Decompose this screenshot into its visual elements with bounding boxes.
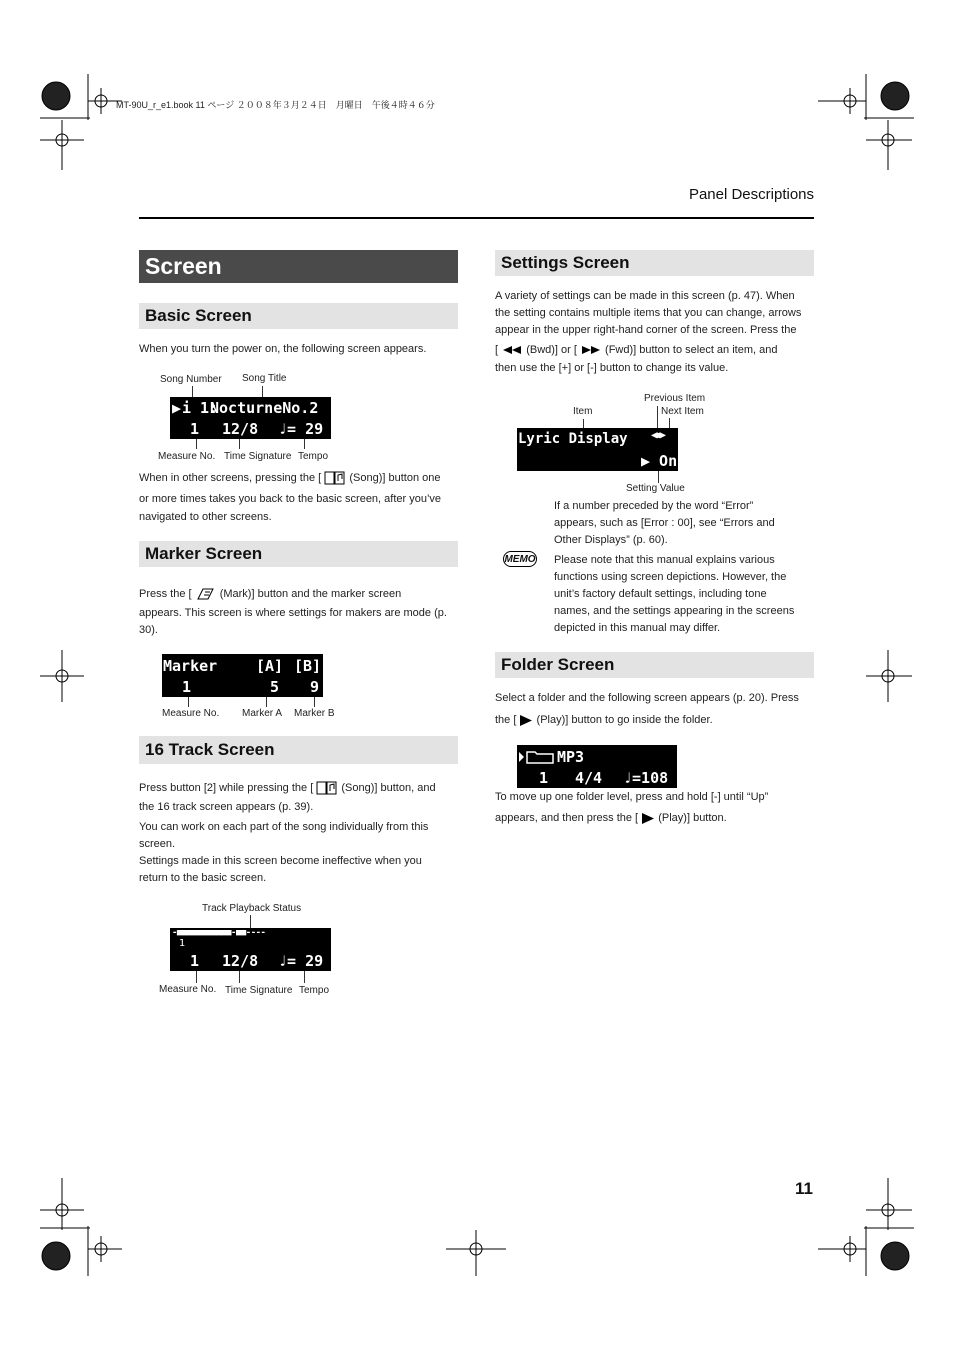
label-marker-measure: Measure No. xyxy=(162,708,220,719)
label-track-time-signature: Time Signature xyxy=(225,985,293,996)
lcd-measure: 1 xyxy=(190,420,200,438)
heading-16-track-screen: 16 Track Screen xyxy=(139,736,458,764)
lcd-track-time-signature: 12/8 xyxy=(222,952,259,970)
label-marker-b: Marker B xyxy=(294,708,335,719)
lcd-marker-title: Marker xyxy=(163,657,218,675)
label-track-measure: Measure No. xyxy=(159,984,217,995)
lcd-marker-measure: 1 xyxy=(182,678,192,696)
lcd-track-measure: 1 xyxy=(190,952,200,970)
folder-after-1: To move up one folder level, press and hold [-] until “Up” xyxy=(495,791,769,803)
lcd-tempo: ♩= 29 xyxy=(278,420,324,438)
print-header: MT-90U_r_e1.book 11 ページ ２００８年３月２４日 月曜日 午後４時４６分 xyxy=(116,100,435,110)
lcd-item-arrows: ◀◀▶▶ xyxy=(651,430,664,441)
track16-body-6: return to the basic screen. xyxy=(139,872,267,884)
note-error-1: If a number preceded by the word “Error” xyxy=(554,500,754,512)
lcd-track-status: -■■■■■■■■■■■-■■---- xyxy=(172,928,266,938)
memo-line-4: names, and the settings appearing in the screens xyxy=(554,605,795,617)
label-next-item: Next Item xyxy=(661,406,704,417)
lcd-folder-screen xyxy=(517,745,677,788)
lcd-marker-a-value: 5 xyxy=(270,678,280,696)
folder-icon xyxy=(518,749,558,765)
memo-line-3: unit’s factory default settings, including tone xyxy=(554,588,767,600)
track16-body-2: the 16 track screen appears (p. 39). xyxy=(139,801,314,813)
label-measure-no: Measure No. xyxy=(158,451,216,462)
label-time-signature: Time Signature xyxy=(224,451,292,462)
lcd-basic-screen xyxy=(170,397,331,439)
settings-body-1: A variety of settings can be made in this screen (p. 47). When xyxy=(495,290,795,302)
header-rule xyxy=(139,217,814,219)
lcd-song-title: NocturneNo.2 xyxy=(210,399,319,417)
settings-body-3: appear in the upper right-hand corner of the screen. Press the xyxy=(495,324,797,336)
label-song-title: Song Title xyxy=(242,373,287,384)
folder-body-1: Select a folder and the following screen appears (p. 20). Press xyxy=(495,692,799,704)
track16-body-3: You can work on each part of the song individually from this xyxy=(139,821,429,833)
running-head: Panel Descriptions xyxy=(688,186,814,203)
lcd-settings-screen xyxy=(517,428,678,471)
label-song-number: Song Number xyxy=(160,374,222,385)
memo-line-2: functions using screen depictions. However, the xyxy=(554,571,787,583)
heading-marker-screen: Marker Screen xyxy=(139,541,458,567)
memo-line-1: Please note that this manual explains various xyxy=(554,554,775,566)
label-previous-item: Previous Item xyxy=(644,393,706,404)
lcd-track-number: 1 xyxy=(179,938,186,949)
note-error-3: Other Displays” (p. 60). xyxy=(554,534,668,546)
track16-body-1: Press button [2] while pressing the [ (Song)] button, and xyxy=(139,782,436,794)
label-setting-value: Setting Value xyxy=(626,483,685,494)
basic-intro: When you turn the power on, the following screen appears. xyxy=(139,343,427,355)
bwd-icon xyxy=(501,345,523,355)
heading-folder-screen: Folder Screen xyxy=(495,652,814,678)
lcd-track-tempo: ♩= 29 xyxy=(278,952,324,970)
section-title-screen: Screen xyxy=(139,250,458,283)
lcd-16-track-screen xyxy=(170,928,331,971)
basic-body-1: When in other screens, pressing the [ (Song)] button one xyxy=(139,472,441,484)
lcd-marker-b-value: 9 xyxy=(310,678,320,696)
marker-body-3: 30). xyxy=(139,624,158,636)
track16-body-5: Settings made in this screen become ineffective when you xyxy=(139,855,422,867)
label-marker-a: Marker A xyxy=(242,708,283,719)
lcd-marker-screen xyxy=(162,654,323,697)
lcd-song-number: i 1: xyxy=(182,399,219,417)
play-icon xyxy=(519,715,533,726)
play-icon xyxy=(641,813,655,824)
lcd-time-signature: 12/8 xyxy=(222,420,259,438)
settings-body-4: [ (Bwd)] or [ (Fwd)] button to select an item, and xyxy=(495,344,778,356)
song-book-icon xyxy=(316,781,338,795)
lcd-folder-measure: 1 xyxy=(539,769,549,787)
lcd-folder-tempo: ♩=108 xyxy=(623,769,669,787)
label-track-tempo: Tempo xyxy=(299,985,330,996)
lcd-setting-item: Lyric Display xyxy=(518,431,628,447)
label-item: Item xyxy=(573,406,593,417)
basic-body-3: navigated to other screens. xyxy=(139,511,272,523)
page-number: 11 xyxy=(795,1179,813,1198)
fwd-icon xyxy=(580,345,602,355)
lcd-folder-name: MP3 xyxy=(557,748,585,766)
basic-body-2: or more times takes you back to the basic screen, after you’ve xyxy=(139,493,442,505)
settings-body-5: then use the [+] or [-] button to change its value. xyxy=(495,362,729,374)
settings-body-2: the setting contains multiple items that you can change, arrows xyxy=(495,307,802,319)
label-track-playback-status: Track Playback Status xyxy=(202,903,302,914)
marker-body-2: appears. This screen is where settings for makers are mode (p. xyxy=(139,607,447,619)
lcd-arrow: ▶ xyxy=(172,399,182,417)
lcd-folder-time-signature: 4/4 xyxy=(575,769,603,787)
folder-body-2: the [ (Play)] button to go inside the folder. xyxy=(495,714,713,726)
lcd-setting-value: ▶ On xyxy=(641,452,678,470)
folder-after-2: appears, and then press the [ (Play)] button. xyxy=(495,812,727,824)
track16-body-4: screen. xyxy=(139,838,176,850)
memo-line-5: depicted in this manual may differ. xyxy=(554,622,721,634)
lcd-marker-b: [B] xyxy=(294,657,322,675)
song-book-icon xyxy=(324,471,346,485)
marker-body-1: Press the [ (Mark)] button and the marker screen xyxy=(139,588,402,600)
note-error-2: appears, such as [Error : 00], see “Errors and xyxy=(554,517,775,529)
mark-icon xyxy=(195,587,217,601)
memo-icon: MEMO xyxy=(503,551,537,567)
heading-settings-screen: Settings Screen xyxy=(495,250,814,276)
lcd-marker-a: [A] xyxy=(256,657,284,675)
label-tempo: Tempo xyxy=(298,451,329,462)
heading-basic-screen: Basic Screen xyxy=(139,303,458,329)
